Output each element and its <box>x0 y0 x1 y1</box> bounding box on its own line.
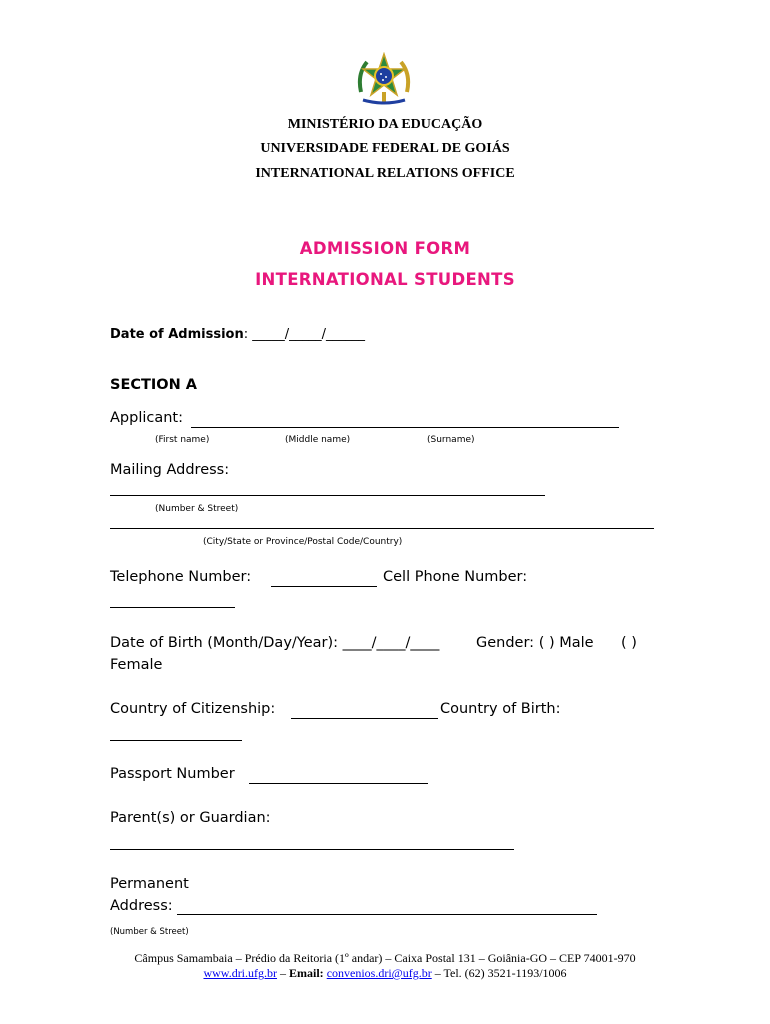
gender-label: Gender: <box>476 635 535 651</box>
guardian-field[interactable] <box>110 849 514 850</box>
applicant-label: Applicant: <box>110 410 184 426</box>
dob-label: Date of Birth (Month/Day/Year): <box>110 635 339 651</box>
dob-field[interactable]: ____/____/____ <box>342 635 440 651</box>
date-of-admission-row <box>110 327 365 342</box>
dob-row <box>110 635 439 651</box>
permanent-label: Permanent <box>110 876 189 892</box>
gender-row <box>476 635 594 651</box>
gender-male-option[interactable]: ( ) Male <box>538 635 594 651</box>
permanent-street-hint: (Number & Street) <box>110 927 189 937</box>
guardian-label: Parent(s) or Guardian: <box>110 810 271 826</box>
email-label: Email: <box>289 966 324 980</box>
cell-phone-label: Cell Phone Number: <box>383 569 528 585</box>
mailing-city-hint: (City/State or Province/Postal Code/Country) <box>203 537 403 547</box>
country-of-birth-field[interactable] <box>110 740 242 741</box>
passport-label: Passport Number <box>110 766 235 782</box>
email-link[interactable]: convenios.dri@ufg.br <box>326 966 432 980</box>
date-of-admission-label: Date of Admission <box>110 327 244 342</box>
section-a-heading: SECTION A <box>110 377 198 393</box>
applicant-field[interactable] <box>191 427 619 428</box>
citizenship-label: Country of Citizenship: <box>110 701 276 717</box>
middle-name-hint: (Middle name) <box>285 435 351 445</box>
telephone-field[interactable] <box>271 586 377 587</box>
footer-phone: – Tel. (62) 3521-1193/1006 <box>431 966 567 980</box>
surname-hint: (Surname) <box>427 435 475 445</box>
date-of-admission-colon: : <box>243 327 249 342</box>
gender-female-checkbox[interactable]: ( ) <box>621 635 637 651</box>
mailing-street-field[interactable] <box>110 495 545 496</box>
mailing-city-field[interactable] <box>110 528 654 529</box>
mailing-street-hint: (Number & Street) <box>155 504 239 514</box>
form-title: ADMISSION FORM <box>299 239 471 258</box>
university-title: UNIVERSIDADE FEDERAL DE GOIÁS <box>260 141 510 156</box>
office-title: INTERNATIONAL RELATIONS OFFICE <box>255 166 515 181</box>
footer-separator: – <box>277 966 290 980</box>
date-of-admission-field[interactable]: _____/_____/______ <box>252 327 366 342</box>
country-of-birth-label: Country of Birth: <box>440 701 561 717</box>
form-subtitle: INTERNATIONAL STUDENTS <box>255 270 515 289</box>
footer-address: Câmpus Samambaia – Prédio da Reitoria (1º andar) – Caixa Postal 131 – Goiânia-GO – CEP 74001-970 <box>134 951 636 965</box>
ministry-title: MINISTÉRIO DA EDUCAÇÃO <box>287 117 483 132</box>
website-link[interactable]: www.dri.ufg.br <box>203 966 278 980</box>
gender-female-label: Female <box>110 657 163 673</box>
citizenship-field[interactable] <box>291 718 438 719</box>
mailing-address-label: Mailing Address: <box>110 462 230 478</box>
footer-contacts <box>0 966 770 981</box>
cell-phone-field[interactable] <box>110 607 235 608</box>
permanent-address-field[interactable] <box>177 914 597 915</box>
permanent-address-label: Address: <box>110 898 173 914</box>
telephone-label: Telephone Number: <box>110 569 252 585</box>
coat-of-arms-icon <box>355 52 413 107</box>
first-name-hint: (First name) <box>155 435 210 445</box>
passport-field[interactable] <box>249 783 428 784</box>
